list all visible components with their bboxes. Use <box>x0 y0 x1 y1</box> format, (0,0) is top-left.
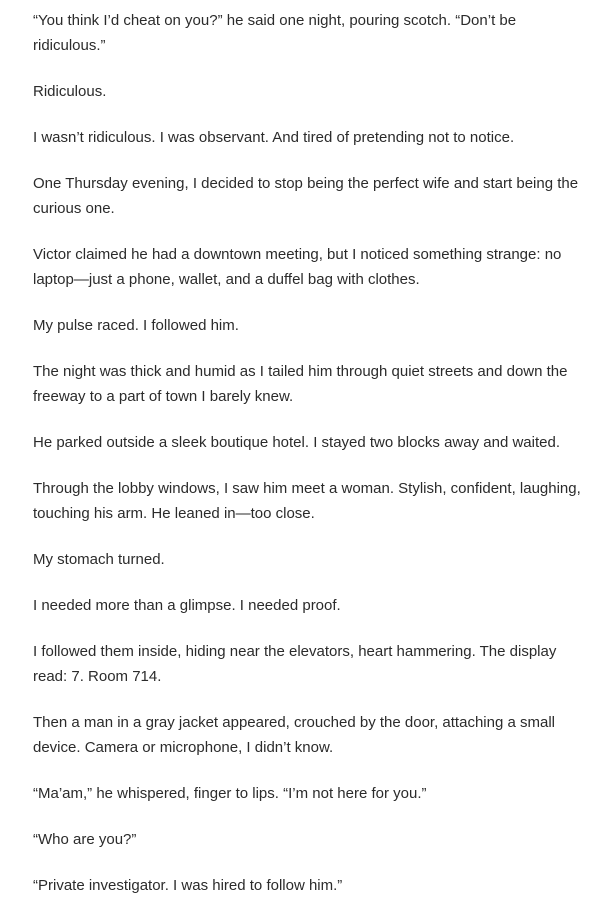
article-paragraph: The night was thick and humid as I tailed him through quiet streets and down the freeway to a part of town I barely knew. <box>33 363 568 405</box>
article-paragraph: Through the lobby windows, I saw him meet a woman. Stylish, confident, laughing, touching his arm. He leaned in—too close. <box>33 480 581 522</box>
article-paragraph: “Who are you?” <box>33 831 137 848</box>
article-paragraph: I needed more than a glimpse. I needed proof. <box>33 597 341 614</box>
article-paragraph: One Thursday evening, I decided to stop being the perfect wife and start being the curious one. <box>33 175 579 217</box>
article-paragraph: I followed them inside, hiding near the elevators, heart hammering. The display read: 7. Room 714. <box>33 643 557 685</box>
article-paragraph: Ridiculous. <box>33 83 107 100</box>
article-paragraph: “Private investigator. I was hired to follow him.” <box>33 877 343 894</box>
article-body <box>33 8 581 919</box>
article-paragraph: Victor claimed he had a downtown meeting, but I noticed something strange: no laptop—just a phone, wallet, and a duffel bag with clothes. <box>33 246 562 288</box>
article-paragraph: “Ma’am,” he whispered, finger to lips. “I’m not here for you.” <box>33 785 427 802</box>
article-paragraph: He parked outside a sleek boutique hotel. I stayed two blocks away and waited. <box>33 434 560 451</box>
article-paragraph: I wasn’t ridiculous. I was observant. And tired of pretending not to notice. <box>33 129 515 146</box>
article-paragraph: My stomach turned. <box>33 551 165 568</box>
article-paragraph: My pulse raced. I followed him. <box>33 317 239 334</box>
article-paragraph: “You think I’d cheat on you?” he said one night, pouring scotch. “Don’t be ridiculous.” <box>33 12 517 54</box>
article-paragraph: Then a man in a gray jacket appeared, crouched by the door, attaching a small device. Camera or microphone, I didn’t know. <box>33 714 555 756</box>
